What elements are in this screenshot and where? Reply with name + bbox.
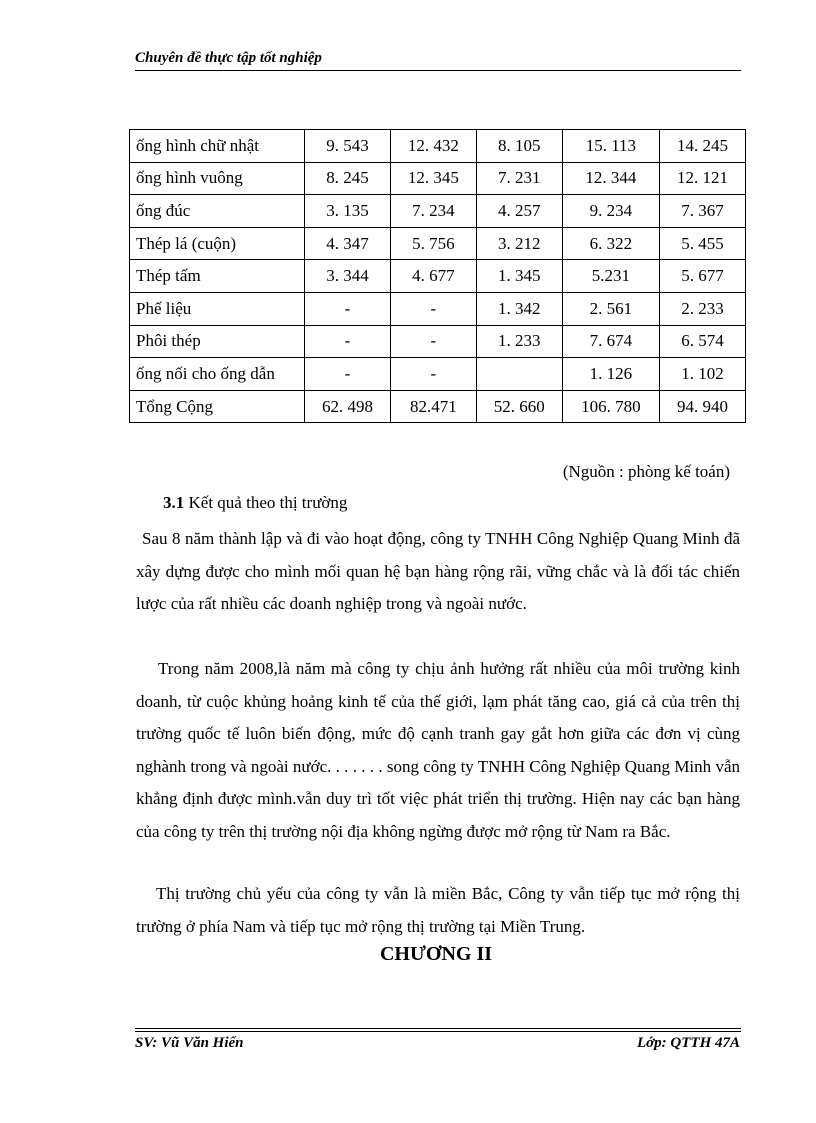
row-label: ống hình vuông [130, 162, 305, 195]
table-cell: 106. 780 [562, 390, 659, 423]
table-cell: 6. 574 [660, 325, 746, 358]
table-cell: - [305, 325, 391, 358]
row-label: ống nối cho ống dẫn [130, 358, 305, 391]
table-cell: 12. 345 [390, 162, 476, 195]
table-cell: 3. 344 [305, 260, 391, 293]
table-cell: 82.471 [390, 390, 476, 423]
table-cell: - [390, 358, 476, 391]
table-cell: 9. 543 [305, 130, 391, 163]
table-cell: 7. 234 [390, 195, 476, 228]
table-row [130, 162, 746, 195]
table-cell: 4. 257 [476, 195, 562, 228]
table-cell: 1. 233 [476, 325, 562, 358]
header-rule [135, 70, 741, 71]
table-cell: 5.231 [562, 260, 659, 293]
table-cell: 12. 432 [390, 130, 476, 163]
table-cell: 6. 322 [562, 227, 659, 260]
paragraph: Thị trường chủ yếu của công ty vẫn là miền Bắc, Công ty vẫn tiếp tục mở rộng thị trường ở phía Nam và tiếp tục mở rộng thị trường tại Miền Trung. [136, 884, 740, 936]
table-cell: 2. 561 [562, 292, 659, 325]
table-cell: 5. 756 [390, 227, 476, 260]
table-cell: - [305, 292, 391, 325]
row-label: Phế liệu [130, 292, 305, 325]
paragraph: Trong năm 2008,là năm mà công ty chịu ảnh hưởng rất nhiều của môi trường kinh doanh, từ cuộc khủng hoảng kinh tế của thế giới, lạm phát tăng cao, giá cả của trên thị trường quốc tế luôn biến động, mức độ cạnh tranh gay gắt hơn giữa các đơn vị cùng nghành trong và ngoài nước. . . . . . . song công ty TNHH Công Nghiệp Quang Minh vẫn khẳng định được mình.vẫn duy trì tốt việc phát triển thị trường. Hiện nay các bạn hàng của công ty trên thị trường nội địa không ngừng được mở rộng từ Nam ra Bắc. [136, 659, 740, 841]
table-cell: 8. 105 [476, 130, 562, 163]
section-number: 3.1 [163, 493, 185, 512]
table-cell: - [390, 325, 476, 358]
table-cell: 2. 233 [660, 292, 746, 325]
table-cell: 5. 677 [660, 260, 746, 293]
table-cell: 4. 677 [390, 260, 476, 293]
footer-class: Lớp: QTTH 47A [636, 1035, 740, 1051]
row-label: Thép tấm [130, 260, 305, 293]
data-table [129, 129, 746, 423]
table-cell: 1. 126 [562, 358, 659, 391]
footer-rule [135, 1031, 741, 1032]
table-cell: 12. 121 [660, 162, 746, 195]
table-cell: 7. 367 [660, 195, 746, 228]
table-row-total [130, 390, 746, 423]
table-row [130, 227, 746, 260]
table-cell: 14. 245 [660, 130, 746, 163]
table-cell: 1. 345 [476, 260, 562, 293]
table-cell: 8. 245 [305, 162, 391, 195]
table-row [130, 260, 746, 293]
table-cell: 52. 660 [476, 390, 562, 423]
table-cell: 62. 498 [305, 390, 391, 423]
page-header-title: Chuyên đề thực tập tốt nghiệp [135, 50, 322, 66]
chapter-title: CHƯƠNG II [379, 943, 493, 965]
row-label: Tổng Cộng [130, 390, 305, 423]
table-cell: 1. 102 [660, 358, 746, 391]
table-cell: 1. 342 [476, 292, 562, 325]
row-label: ống hình chữ nhật [130, 130, 305, 163]
table-row [130, 292, 746, 325]
table-source-note: (Nguồn : phòng kế toán) [562, 462, 730, 481]
table-row [130, 358, 746, 391]
section-heading [163, 493, 347, 513]
row-label: Thép lá (cuộn) [130, 227, 305, 260]
table-cell: 12. 344 [562, 162, 659, 195]
table-cell: - [305, 358, 391, 391]
table-cell: 94. 940 [660, 390, 746, 423]
table-cell: 9. 234 [562, 195, 659, 228]
table-cell: 4. 347 [305, 227, 391, 260]
table-cell: 7. 231 [476, 162, 562, 195]
table-row [130, 195, 746, 228]
table-cell: 7. 674 [562, 325, 659, 358]
table-cell: 3. 135 [305, 195, 391, 228]
row-label: ống đúc [130, 195, 305, 228]
row-label: Phôi thép [130, 325, 305, 358]
table-cell: - [390, 292, 476, 325]
section-title: Kết quả theo thị trường [188, 493, 348, 512]
paragraph: Sau 8 năm thành lập và đi vào hoạt động, công ty TNHH Công Nghiệp Quang Minh đã xây dựng được cho mình mối quan hệ bạn hàng rộng rãi, vững chắc và là đối tác chiến lược của rất nhiều các doanh nghiệp trong và ngoài nước. [136, 529, 740, 613]
table-row [130, 130, 746, 163]
table-row [130, 325, 746, 358]
table-cell: 5. 455 [660, 227, 746, 260]
table-cell: 15. 113 [562, 130, 659, 163]
table-cell [476, 358, 562, 391]
table-cell: 3. 212 [476, 227, 562, 260]
footer-rule [135, 1028, 741, 1029]
footer-student: SV: Vũ Văn Hiển [135, 1035, 244, 1051]
